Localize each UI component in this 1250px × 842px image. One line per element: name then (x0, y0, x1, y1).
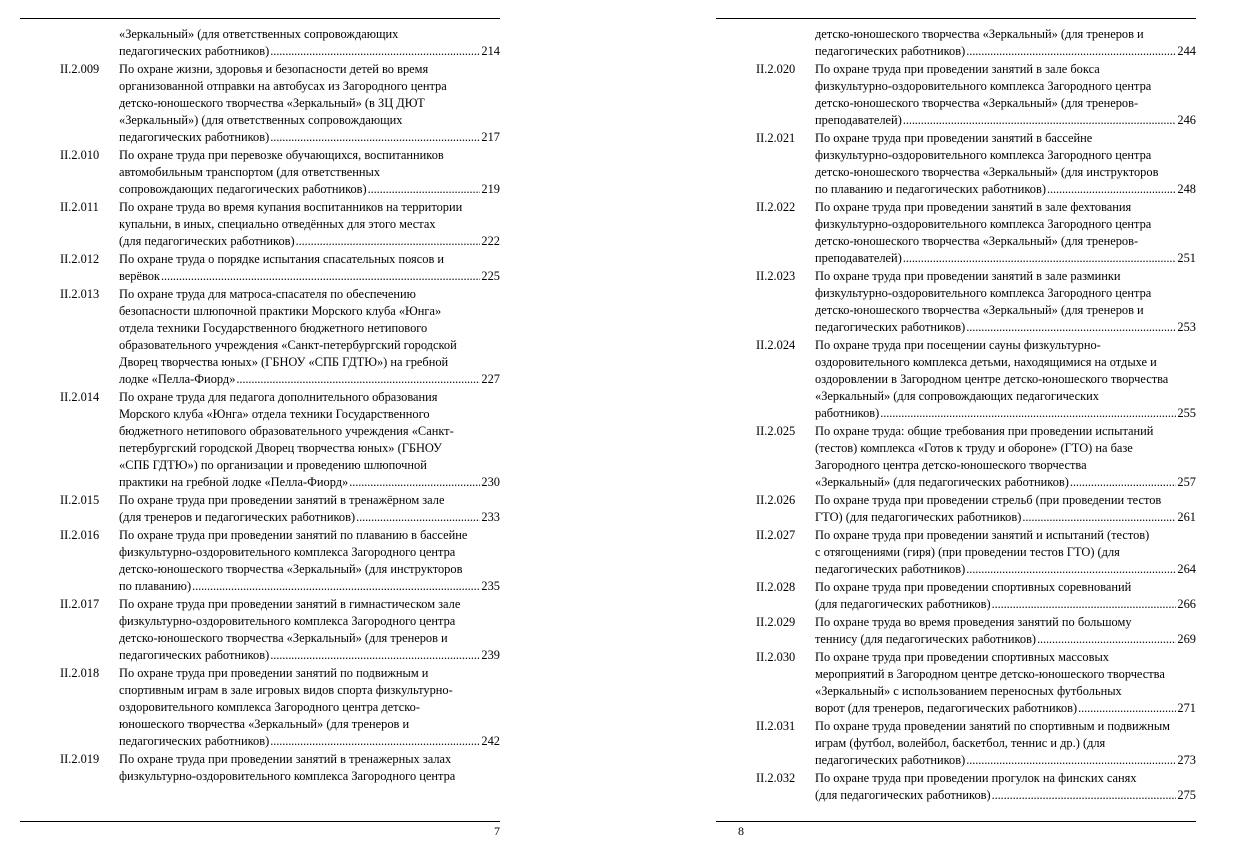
entry-title-last-line (815, 596, 1196, 613)
entry-title-line: По охране труда при перевозке обучающихся, воспитанников (119, 148, 444, 162)
entry-code: II.2.031 (756, 719, 796, 733)
entry-title-line: бюджетного нетипового образовательного учреждения «Санкт- (119, 424, 454, 438)
entry-code: II.2.027 (756, 528, 796, 542)
dot-leader (992, 787, 1177, 804)
entry-title-line: По охране труда проведении занятий по спортивным и подвижным (815, 719, 1171, 733)
entry-title-line: безопасности шлюпочной практики Морского клуба «Юнга» (119, 304, 442, 318)
entry-title (815, 61, 1196, 129)
entry-code: II.2.020 (756, 62, 796, 76)
entry-page-number: 227 (481, 372, 500, 386)
entry-title-line: педагогических работников) (119, 130, 270, 144)
toc-entry[interactable] (20, 199, 500, 250)
entry-title-line: (для тренеров и педагогических работников) (119, 510, 356, 524)
dot-leader (966, 752, 1176, 769)
entry-title-line: По охране труда при проведении занятий и испытаний (тестов) (815, 528, 1150, 542)
entry-page-number: 251 (1177, 251, 1196, 265)
dot-leader (966, 43, 1176, 60)
entry-title (815, 492, 1196, 526)
dot-leader (1047, 181, 1176, 198)
toc-list (20, 26, 500, 786)
entry-title-line: Морского клуба «Юнга» отдела техники Государственного (119, 407, 430, 421)
entry-title-line: «Зеркальный») (для ответственных сопровождающих (119, 113, 403, 127)
entry-title-last-line (815, 43, 1196, 60)
entry-title (119, 286, 500, 388)
entry-page-number: 275 (1177, 788, 1196, 802)
entry-title-line: детско-юношеского творчества «Зеркальный» (для тренеров и (119, 631, 448, 645)
entry-title-last-line (815, 752, 1196, 769)
entry-title-line: «Зеркальный» с использованием переносных футбольных (815, 684, 1122, 698)
entry-title-line: детско-юношеского творчества «Зеркальный» (для тренеров и (815, 303, 1144, 317)
entry-title-line: По охране труда о порядке испытания спасательных поясов и (119, 252, 445, 266)
entry-page-number: 222 (481, 234, 500, 248)
dot-leader (1037, 631, 1176, 648)
entry-title (119, 199, 500, 250)
entry-page-number: 239 (481, 648, 500, 662)
entry-page-number: 253 (1177, 320, 1196, 334)
entry-title-line: сопровождающих педагогических работников) (119, 182, 367, 196)
entry-title-line: организованной отправки на автобусах из Загородного центра (119, 79, 447, 93)
entry-title-last-line (119, 509, 500, 526)
toc-entry[interactable] (716, 199, 1196, 267)
entry-title-line: педагогических работников) (815, 320, 966, 334)
entry-title-line: преподавателей) (815, 113, 902, 127)
entry-title (119, 751, 500, 785)
entry-page-number: 271 (1177, 701, 1196, 715)
entry-title-line: По охране труда при проведении стрельб (при проведении тестов (815, 493, 1162, 507)
dot-leader (270, 43, 480, 60)
entry-title-line: По охране труда при проведении занятий в зале бокса (815, 62, 1100, 76)
entry-title (815, 527, 1196, 578)
toc-entry[interactable] (20, 596, 500, 664)
entry-title-last-line (119, 647, 500, 664)
entry-title-line: По охране труда во время проведения занятий по большому (815, 615, 1132, 629)
toc-entry[interactable] (20, 751, 500, 785)
entry-title-line: Дворец творчества юных» (ГБНОУ «СПБ ГДТЮ») на гребной (119, 355, 449, 369)
toc-entry[interactable] (20, 251, 500, 285)
entry-title-line: с отягощениями (гиря) (при проведении тестов ГТО) (для (815, 545, 1120, 559)
entry-title-line: петербургский городской Дворец творчества юных» (ГБНОУ (119, 441, 442, 455)
entry-title-last-line (815, 181, 1196, 198)
entry-title-line: педагогических работников) (119, 734, 270, 748)
toc-entry[interactable] (20, 61, 500, 146)
entry-title-line: физкультурно-оздоровительного комплекса Загородного центра (119, 769, 456, 783)
dot-leader (161, 268, 480, 285)
toc-entry[interactable] (716, 770, 1196, 804)
entry-title-line: купальни, в иных, специально отведённых для этого местах (119, 217, 436, 231)
entry-title-last-line (119, 578, 500, 595)
entry-title-line: По охране труда: общие требования при проведении испытаний (815, 424, 1154, 438)
entry-title-last-line (815, 319, 1196, 336)
entry-title-line: физкультурно-оздоровительного комплекса Загородного центра (815, 148, 1152, 162)
entry-code: II.2.025 (756, 424, 796, 438)
dot-leader (880, 405, 1176, 422)
entry-title-last-line (815, 405, 1196, 422)
entry-title-line: По охране труда при проведении прогулок на финских санях (815, 771, 1137, 785)
entry-page-number: 264 (1177, 562, 1196, 576)
entry-title-line: По охране жизни, здоровья и безопасности детей во время (119, 62, 429, 76)
entry-page-number: 248 (1177, 182, 1196, 196)
entry-title-line: физкультурно-оздоровительного комплекса Загородного центра (815, 79, 1152, 93)
entry-title-line: детско-юношеского творчества «Зеркальный» (в ЗЦ ДЮТ (119, 96, 425, 110)
entry-title (119, 492, 500, 526)
entry-title-line: «Зеркальный» (для ответственных сопровождающих (119, 27, 399, 41)
toc-entry[interactable] (716, 492, 1196, 526)
entry-title-line: юношеского творчества «Зеркальный» (для тренеров и (119, 717, 410, 731)
entry-code: II.2.030 (756, 650, 796, 664)
entry-title-line: образовательного учреждения «Санкт-петербургский городской (119, 338, 457, 352)
entry-title-line: (для педагогических работников) (815, 597, 991, 611)
entry-title-line: По охране труда при проведении занятий в бассейне (815, 131, 1093, 145)
entry-title (815, 718, 1196, 769)
entry-title-line: по плаванию) (119, 579, 192, 593)
entry-title (119, 389, 500, 491)
dot-leader (349, 474, 480, 491)
toc-list (716, 26, 1196, 805)
toc-entry[interactable] (716, 718, 1196, 769)
entry-title-line: оздоровлении в Загородном центре детско-юношеского творчества (815, 372, 1169, 386)
entry-page-number: 219 (481, 182, 500, 196)
dot-leader (1022, 509, 1176, 526)
entry-title-line: верёвок (119, 269, 160, 283)
entry-code: II.2.028 (756, 580, 796, 594)
entry-page-number: 242 (481, 734, 500, 748)
entry-title (119, 527, 500, 595)
entry-code: II.2.015 (60, 493, 100, 507)
toc-entry[interactable] (716, 423, 1196, 491)
entry-title-line: (для педагогических работников) (815, 788, 991, 802)
entry-code: II.2.016 (60, 528, 100, 542)
entry-title-line: физкультурно-оздоровительного комплекса Загородного центра (815, 217, 1152, 231)
dot-leader (192, 578, 480, 595)
dot-leader (1078, 700, 1176, 717)
dot-leader (368, 181, 481, 198)
entry-title-line: по плаванию и педагогических работников) (815, 182, 1046, 196)
entry-title-line: По охране труда для матроса-спасателя по обеспечению (119, 287, 416, 301)
entry-title-line: (тестов) комплекса «Готов к труду и обороне» (ГТО) на базе (815, 441, 1133, 455)
toc-entry[interactable] (20, 492, 500, 526)
entry-title (815, 130, 1196, 198)
toc-entry[interactable] (716, 130, 1196, 198)
entry-title-line: По охране труда при проведении спортивных соревнований (815, 580, 1132, 594)
entry-title (119, 665, 500, 750)
entry-title (815, 614, 1196, 648)
entry-title-last-line (815, 631, 1196, 648)
dot-leader (966, 561, 1176, 578)
top-rule (20, 18, 500, 19)
entry-title (815, 649, 1196, 717)
entry-page-number: 230 (481, 475, 500, 489)
entry-code: II.2.018 (60, 666, 100, 680)
toc-entry[interactable] (716, 61, 1196, 129)
entry-title-line: детско-юношеского творчества «Зеркальный» (для тренеров- (815, 96, 1139, 110)
toc-entry[interactable] (716, 337, 1196, 422)
entry-title-line: По охране труда при проведении занятий в тренажерных залах (119, 752, 452, 766)
entry-title (119, 26, 500, 60)
entry-title-line: физкультурно-оздоровительного комплекса Загородного центра (119, 614, 456, 628)
entry-title (815, 579, 1196, 613)
entry-title-line: теннису (для педагогических работников) (815, 632, 1037, 646)
entry-title (815, 26, 1196, 60)
entry-page-number: 261 (1177, 510, 1196, 524)
entry-code: II.2.012 (60, 252, 100, 266)
dot-leader (296, 233, 481, 250)
bottom-rule (716, 821, 1196, 822)
entry-title-line: (для педагогических работников) (119, 234, 295, 248)
entry-title-line: физкультурно-оздоровительного комплекса Загородного центра (119, 545, 456, 559)
entry-code: II.2.017 (60, 597, 100, 611)
dot-leader (270, 647, 480, 664)
entry-title-line: «Зеркальный» (для педагогических работников) (815, 475, 1069, 489)
entry-title-last-line (119, 181, 500, 198)
dot-leader (966, 319, 1176, 336)
entry-title-line: По охране труда во время купания воспитанников на территории (119, 200, 463, 214)
toc-entry[interactable] (716, 268, 1196, 336)
entry-title-line: По охране труда при посещении сауны физкультурно- (815, 338, 1101, 352)
entry-page-number: 255 (1177, 406, 1196, 420)
entry-page-number: 214 (481, 44, 500, 58)
entry-page-number: 246 (1177, 113, 1196, 127)
entry-title-line: ГТО) (для педагогических работников) (815, 510, 1022, 524)
toc-entry[interactable] (716, 614, 1196, 648)
top-rule (716, 18, 1196, 19)
entry-title-line: По охране труда при проведении занятий по плаванию в бассейне (119, 528, 468, 542)
entry-title-last-line (119, 268, 500, 285)
entry-title-last-line (119, 371, 500, 388)
toc-entry[interactable] (716, 527, 1196, 578)
page-number: 8 (738, 824, 744, 838)
entry-code: II.2.022 (756, 200, 796, 214)
toc-entry[interactable] (716, 26, 1196, 60)
entry-title-last-line (815, 474, 1196, 491)
entry-title-line: педагогических работников) (815, 753, 966, 767)
entry-title-line: По охране труда при проведении занятий в зале разминки (815, 269, 1121, 283)
entry-title-line: ворот (для тренеров, педагогических работников) (815, 701, 1078, 715)
entry-title-line: спортивным играм в зале игровых видов спорта физкультурно- (119, 683, 453, 697)
entry-title-line: педагогических работников) (815, 44, 966, 58)
page-number: 7 (494, 824, 500, 838)
entry-page-number: 235 (481, 579, 500, 593)
entry-title-line: автомобильным транспортом (для ответственных (119, 165, 381, 179)
entry-title (815, 199, 1196, 267)
entry-title-line: оздоровительного комплекса Загородного центра детско- (119, 700, 420, 714)
entry-page-number: 273 (1177, 753, 1196, 767)
entry-code: II.2.011 (60, 200, 99, 214)
entry-title-line: детско-юношеского творчества «Зеркальный» (для инструкторов (815, 165, 1159, 179)
dot-leader (903, 112, 1177, 129)
entry-title-last-line (119, 474, 500, 491)
entry-title-line: По охране труда при проведении занятий по подвижным и (119, 666, 429, 680)
dot-leader (903, 250, 1177, 267)
toc-entry[interactable] (716, 649, 1196, 717)
page-right (716, 0, 1196, 842)
entry-code: II.2.009 (60, 62, 100, 76)
entry-title-line: лодке «Пелла-Фиорд» (119, 372, 236, 386)
dot-leader (992, 596, 1177, 613)
entry-title (815, 423, 1196, 491)
entry-title-line: физкультурно-оздоровительного комплекса Загородного центра (815, 286, 1152, 300)
entry-title-line: По охране труда при проведении занятий в гимнастическом зале (119, 597, 461, 611)
entry-code: II.2.023 (756, 269, 796, 283)
entry-title (815, 770, 1196, 804)
toc-entry[interactable] (20, 389, 500, 491)
entry-title-last-line (119, 43, 500, 60)
entry-title-last-line (119, 233, 500, 250)
entry-title (119, 61, 500, 146)
entry-title-line: По охране труда при проведении спортивных массовых (815, 650, 1109, 664)
entry-code: II.2.024 (756, 338, 796, 352)
entry-code: II.2.014 (60, 390, 100, 404)
entry-title-line: По охране труда для педагога дополнительного образования (119, 390, 438, 404)
entry-page-number: 244 (1177, 44, 1196, 58)
entry-title-line: детско-юношеского творчества «Зеркальный» (для тренеров- (815, 234, 1139, 248)
entry-code: II.2.032 (756, 771, 796, 785)
dot-leader (236, 371, 480, 388)
toc-entry[interactable] (20, 147, 500, 198)
entry-title-line: По охране труда при проведении занятий в зале фехтования (815, 200, 1132, 214)
entry-page-number: 269 (1177, 632, 1196, 646)
entry-title-last-line (815, 787, 1196, 804)
entry-title-line: детско-юношеского творчества «Зеркальный» (для инструкторов (119, 562, 463, 576)
toc-entry[interactable] (20, 286, 500, 388)
entry-code: II.2.013 (60, 287, 100, 301)
entry-title-line: детско-юношеского творчества «Зеркальный» (для тренеров и (815, 27, 1144, 41)
entry-title-last-line (815, 112, 1196, 129)
dot-leader (356, 509, 480, 526)
entry-title-line: педагогических работников) (815, 562, 966, 576)
entry-code: II.2.010 (60, 148, 100, 162)
dot-leader (270, 129, 480, 146)
entry-title-line: отдела техники Государственного бюджетного нетипового (119, 321, 428, 335)
entry-title-last-line (815, 700, 1196, 717)
entry-code: II.2.019 (60, 752, 100, 766)
entry-title-line: работников) (815, 406, 880, 420)
entry-title-line: По охране труда при проведении занятий в тренажёрном зале (119, 493, 445, 507)
entry-title (119, 147, 500, 198)
dot-leader (270, 733, 480, 750)
toc-entry[interactable] (20, 665, 500, 750)
entry-title-last-line (119, 129, 500, 146)
bottom-rule (20, 821, 500, 822)
entry-title-last-line (815, 509, 1196, 526)
toc-entry[interactable] (20, 527, 500, 595)
entry-title-line: «Зеркальный» (для сопровождающих педагогических (815, 389, 1099, 403)
entry-page-number: 233 (481, 510, 500, 524)
entry-title-line: мероприятий в Загородном центре детско-юношеского творчества (815, 667, 1165, 681)
entry-title-line: педагогических работников) (119, 44, 270, 58)
entry-title-last-line (815, 250, 1196, 267)
toc-entry[interactable] (20, 26, 500, 60)
entry-page-number: 225 (481, 269, 500, 283)
toc-entry[interactable] (716, 579, 1196, 613)
entry-title (119, 596, 500, 664)
entry-title-line: практики на гребной лодке «Пелла-Фиорд» (119, 475, 349, 489)
dot-leader (1070, 474, 1177, 491)
entry-title (815, 337, 1196, 422)
entry-title (119, 251, 500, 285)
entry-code: II.2.029 (756, 615, 796, 629)
page-left (20, 0, 500, 842)
entry-title-last-line (119, 733, 500, 750)
entry-title-line: «СПБ ГДТЮ») по организации и проведению шлюпочной (119, 458, 427, 472)
entry-title (815, 268, 1196, 336)
entry-title-last-line (815, 561, 1196, 578)
entry-code: II.2.026 (756, 493, 796, 507)
entry-title-line: педагогических работников) (119, 648, 270, 662)
entry-code: II.2.021 (756, 131, 796, 145)
entry-title-line: Загородного центра детско-юношеского творчества (815, 458, 1087, 472)
entry-title-line: оздоровительного комплекса детьми, находящимися на отдыхе и (815, 355, 1157, 369)
entry-title-line: преподавателей) (815, 251, 902, 265)
entry-title-line: играм (футбол, волейбол, баскетбол, теннис и др.) (для (815, 736, 1106, 750)
entry-page-number: 257 (1177, 475, 1196, 489)
entry-page-number: 217 (481, 130, 500, 144)
entry-page-number: 266 (1177, 597, 1196, 611)
